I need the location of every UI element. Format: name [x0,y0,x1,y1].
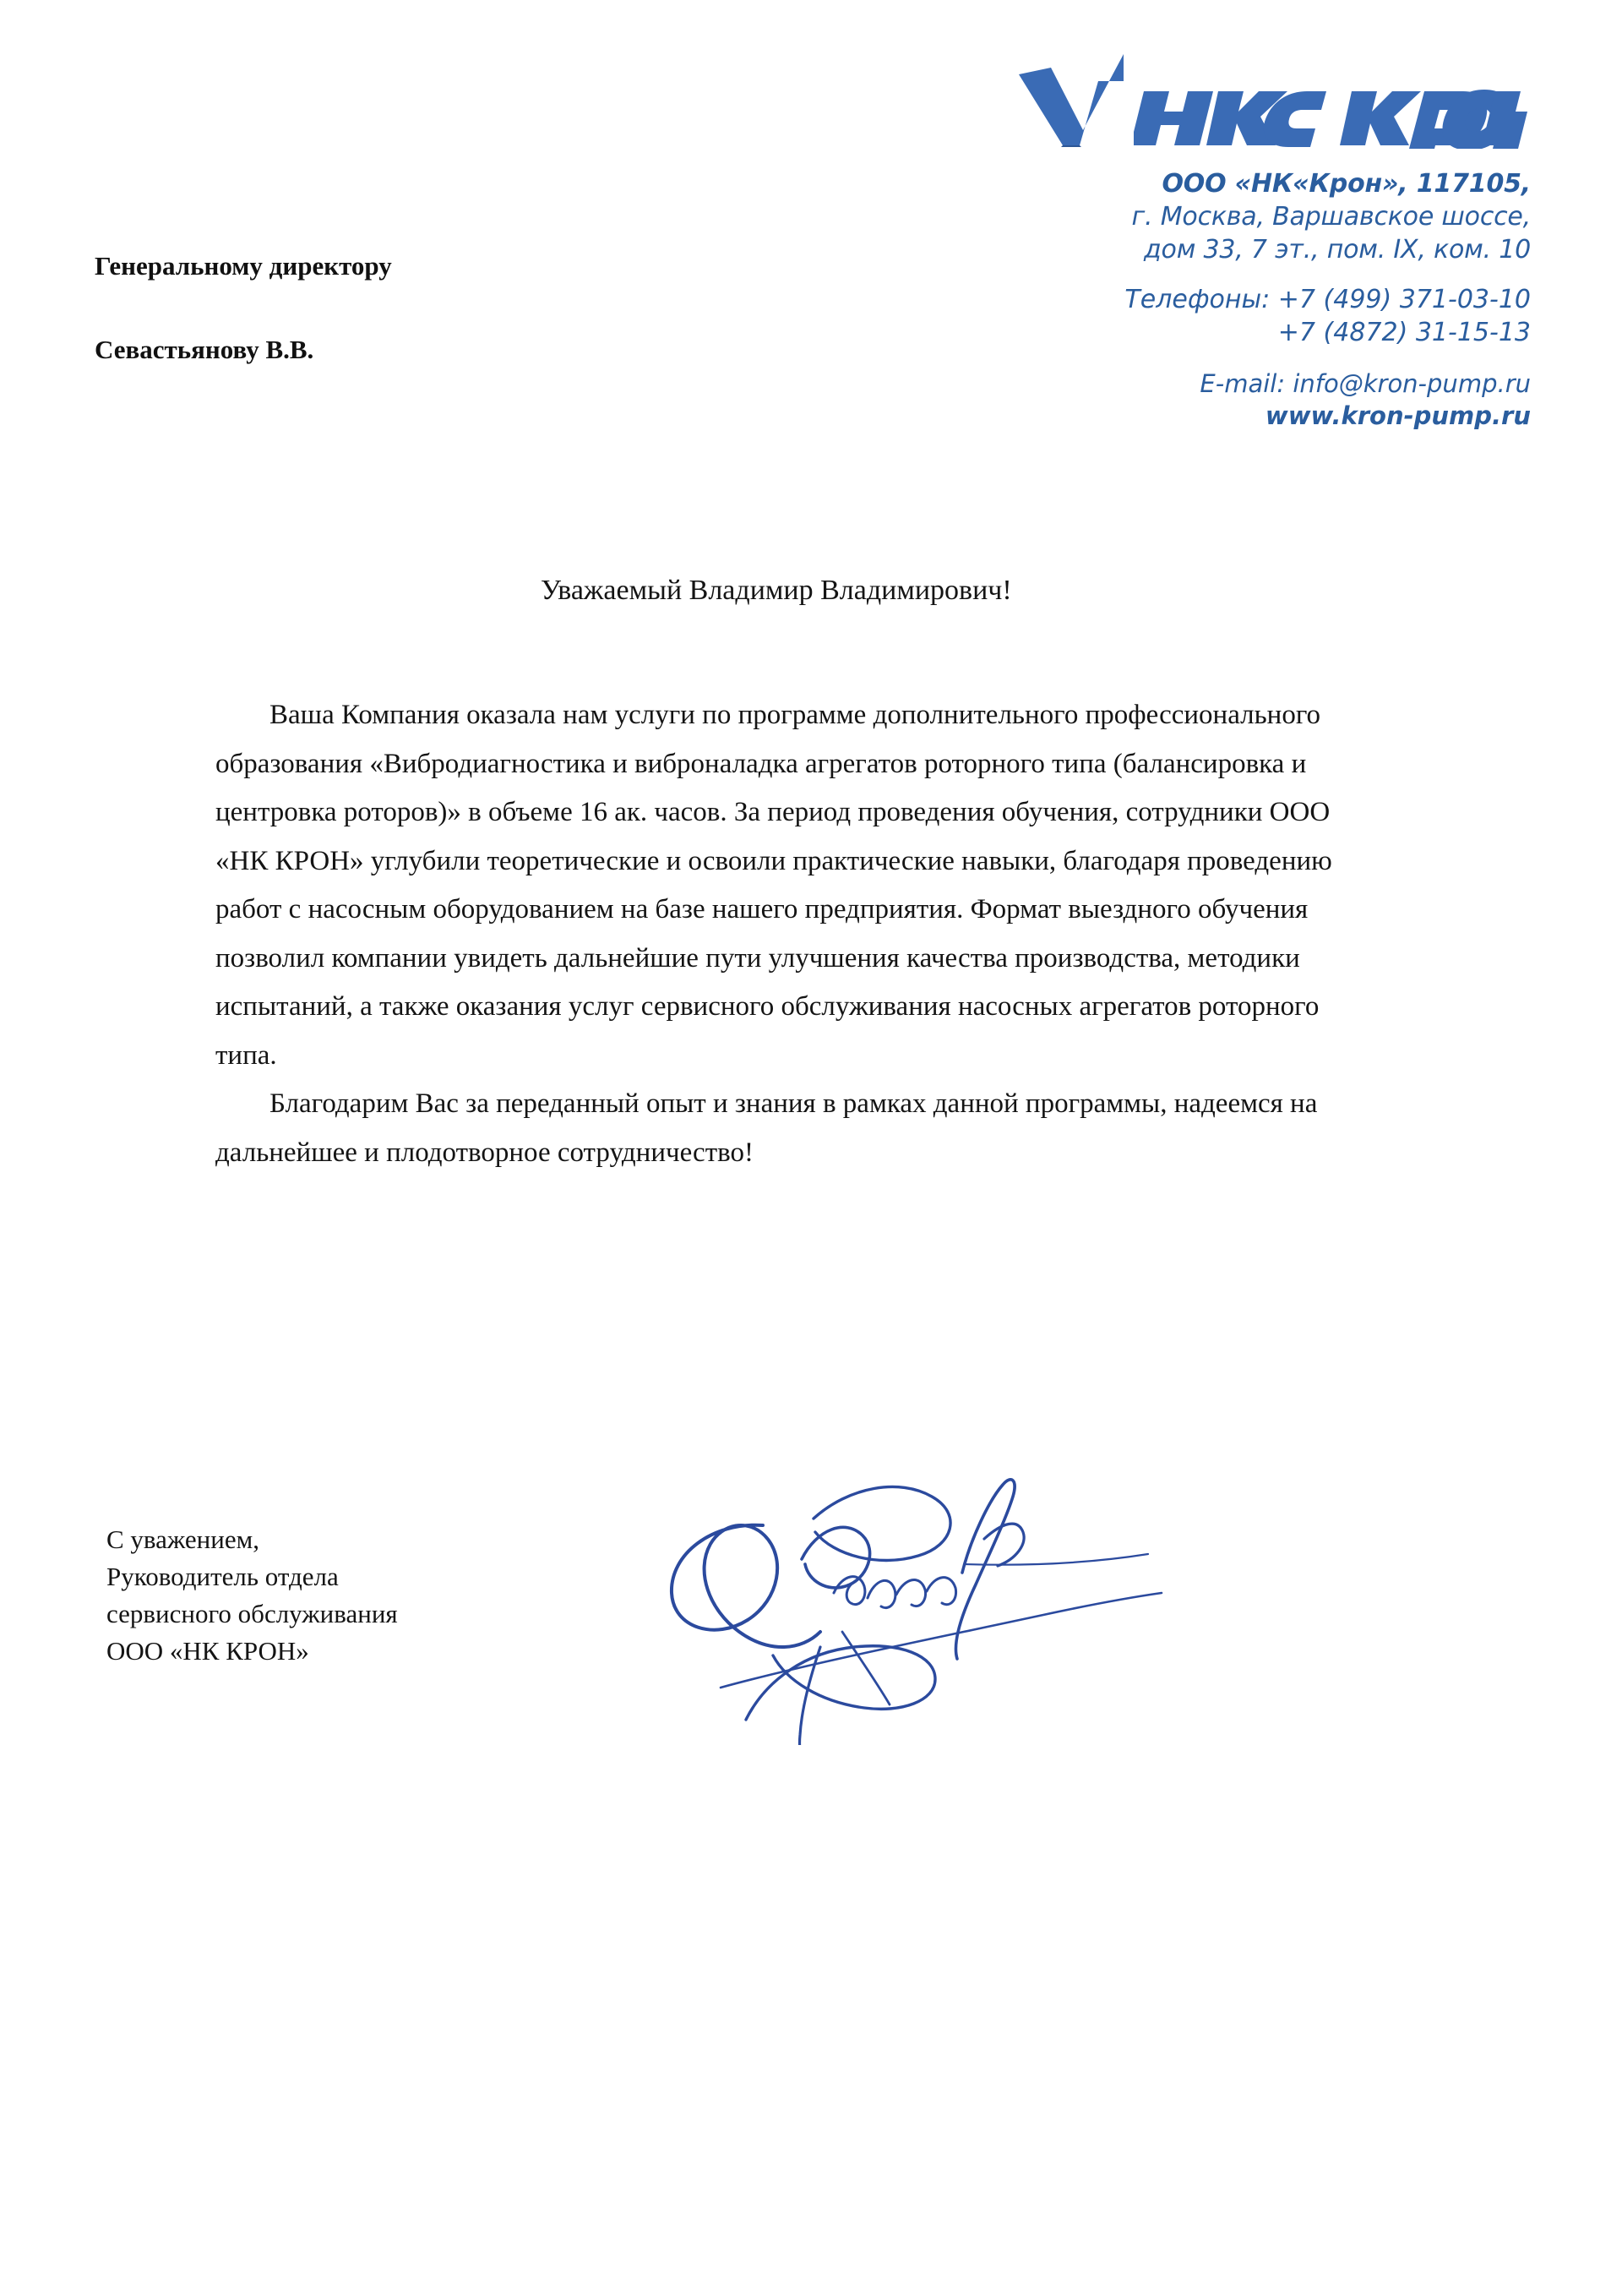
email-and-website [990,368,1531,433]
addressee-name: Севастьянову В.В. [95,335,314,365]
logo-wordmark-icon [1134,76,1531,149]
closing-line-company: ООО «НК КРОН» [106,1636,309,1666]
website-url[interactable]: www.kron-pump.ru [1265,401,1531,431]
company-address-line-1: ООО «НК«Крон», 117105, [1162,169,1531,199]
handwritten-signature-icon [621,1466,1195,1745]
closing-line-position-2: сервисного обслуживания [106,1599,398,1628]
phone-line-1: Телефоны: +7 (499) 371-03-10 [1124,285,1531,314]
body-line: «НК КРОН» углубили теоретические и освоили практические навыки, благодаря проведению [215,845,1332,876]
checkmark-logo-icon [1017,52,1129,147]
body-line: работ с насосным оборудованием на базе нашего предприятия. Формат выездного обучения [215,894,1309,924]
body-line: испытаний, а также оказания услуг сервисного обслуживания насосных агрегатов роторного [215,991,1320,1022]
addressee-block [95,250,686,365]
body-line: Благодарим Вас за переданный опыт и знания в рамках данной программы, надеемся на [269,1088,1318,1119]
phone-numbers [990,283,1531,349]
body-line: Ваша Компания оказала нам услуги по программе дополнительного профессионального [269,700,1321,730]
letterhead [990,39,1531,433]
email-address[interactable]: E-mail: info@kron-pump.ru [1200,369,1531,398]
body-line: позволил компании увидеть дальнейшие пути улучшения качества производства, методики [215,942,1300,973]
body-line: центровка роторов)» в объеме 16 ак. часов. За период проведения обучения, сотрудники ООО [215,797,1331,827]
body-line: дальнейшее и плодотворное сотрудничество! [215,1137,754,1168]
body-line: типа. [215,1039,277,1071]
company-address-line-2: г. Москва, Варшавское шоссе, [1131,202,1531,232]
company-address-line-3: дом 33, 7 эт., пом. IX, ком. 10 [1144,235,1531,265]
addressee-title: Генеральному директору [95,251,392,281]
salutation: Уважаемый Владимир Владимирович! [541,575,1012,606]
closing-block [106,1521,580,1670]
closing-line-regards: С уважением, [106,1524,259,1554]
letter-body [215,691,1533,1177]
company-logo [990,39,1531,149]
body-line: образования «Вибродиагностика и виброналадка агрегатов роторного типа (балансировка и [215,748,1307,779]
contact-details [990,167,1531,433]
phone-line-2: +7 (4872) 31-15-13 [1277,318,1531,347]
closing-line-position-1: Руководитель отдела [106,1562,339,1591]
